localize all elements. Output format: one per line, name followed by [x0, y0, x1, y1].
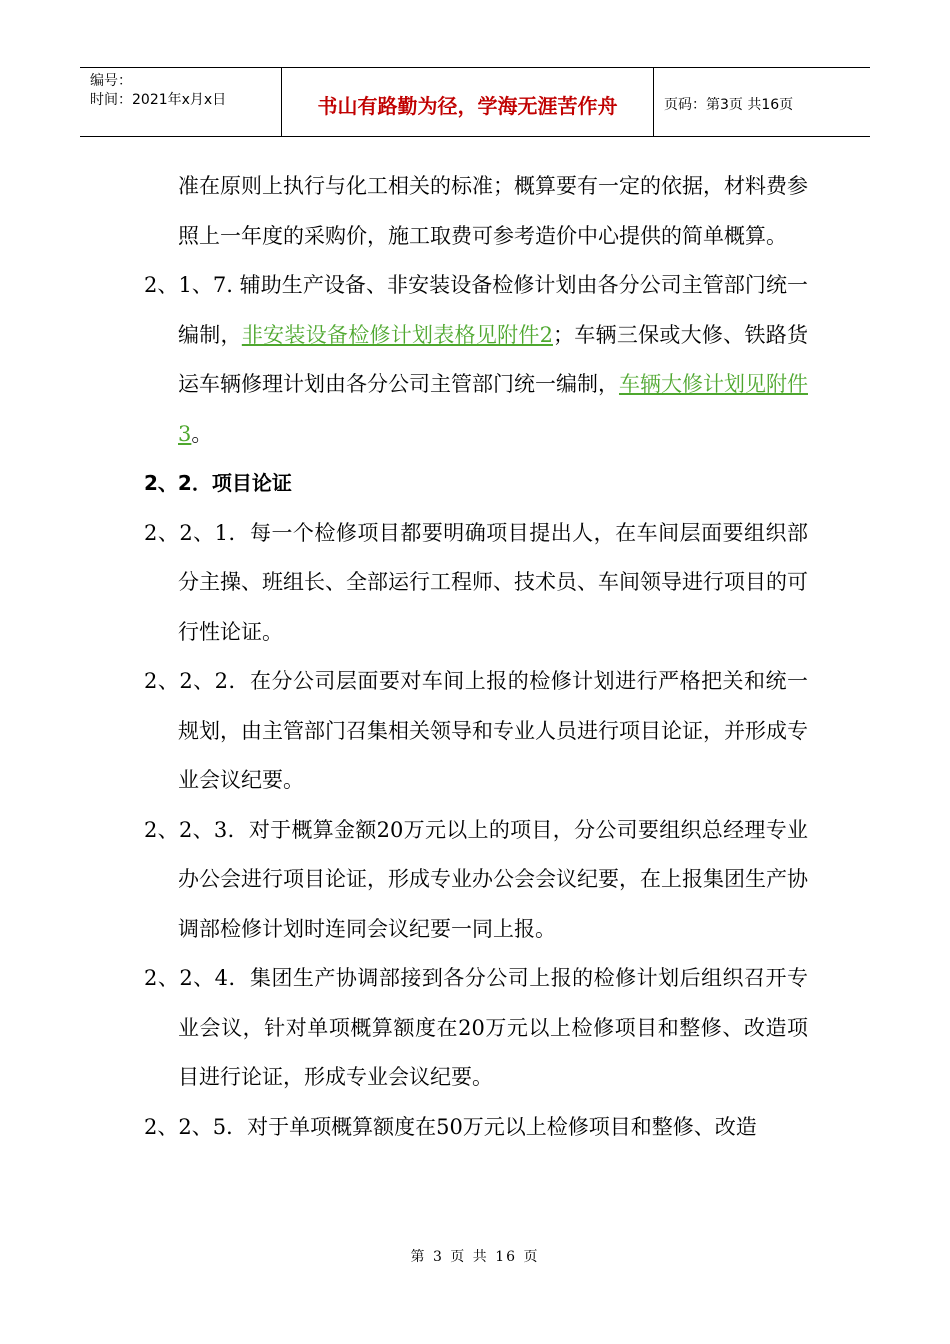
- attachment-3-link[interactable]: 车辆大修计划见附件3: [178, 372, 808, 446]
- section-heading-2-2: 2、2．项目论证: [144, 471, 292, 495]
- paragraph-2-1-7: [144, 261, 808, 459]
- paragraph-2-2-4: 2、2、4．集团生产协调部接到各分公司上报的检修计划后组织召开专业会议，针对单项概算额度在20万元以上检修项目和整修、改造项目进行论证，形成专业会议纪要。: [144, 966, 808, 1089]
- paragraph-2-2-5: 2、2、5．对于单项概算额度在50万元以上检修项目和整修、改造: [144, 1114, 757, 1139]
- paragraph-2-2-3: 2、2、3．对于概算金额20万元以上的项目，分公司要组织总经理专业办公会进行项目论证，形成专业办公会会议纪要，在上报集团生产协调部检修计划时连同会议纪要一同上报。: [144, 817, 808, 941]
- paragraph-2-2-1: 2、2、1．每一个检修项目都要明确项目提出人，在车间层面要组织部分主操、班组长、全部运行工程师、技术员、车间领导进行项目的可行性论证。: [144, 520, 808, 644]
- page-header: [80, 67, 870, 137]
- paragraph-text: ；车辆三保或大修、铁路货运车辆修理计划由各分公司主管部门统一编制，: [178, 322, 808, 396]
- paragraph-text: 。: [191, 421, 213, 446]
- page-footer: 第 3 页 共 16 页: [410, 1249, 540, 1265]
- attachment-2-link[interactable]: 非安装设备检修计划表格见附件2: [241, 322, 553, 347]
- paragraph-2-2-2: 2、2、2．在分公司层面要对车间上报的检修计划进行严格把关和统一规划，由主管部门召集相关领导和专业人员进行项目论证，并形成专业会议纪要。: [144, 669, 808, 792]
- paragraph-text: 2、1、7. 辅助生产设备、非安装设备检修计划由各分公司主管部门统一编制，: [144, 273, 808, 347]
- header-motto: 书山有路勤为径，学海无涯苦作舟: [282, 68, 654, 136]
- number-label: 编号：: [90, 73, 132, 89]
- time-label: 时间：2021年x月x日: [90, 92, 227, 108]
- header-left-cell: [80, 68, 282, 136]
- paragraph-continued: 准在原则上执行与化工相关的标准；概算要有一定的依据，材料费参照上一年度的采购价，施工取费可参考造价中心提供的简单概算。: [178, 174, 808, 248]
- document-body: [144, 162, 808, 1152]
- header-page-info: 页码：第3页 共16页: [664, 97, 794, 113]
